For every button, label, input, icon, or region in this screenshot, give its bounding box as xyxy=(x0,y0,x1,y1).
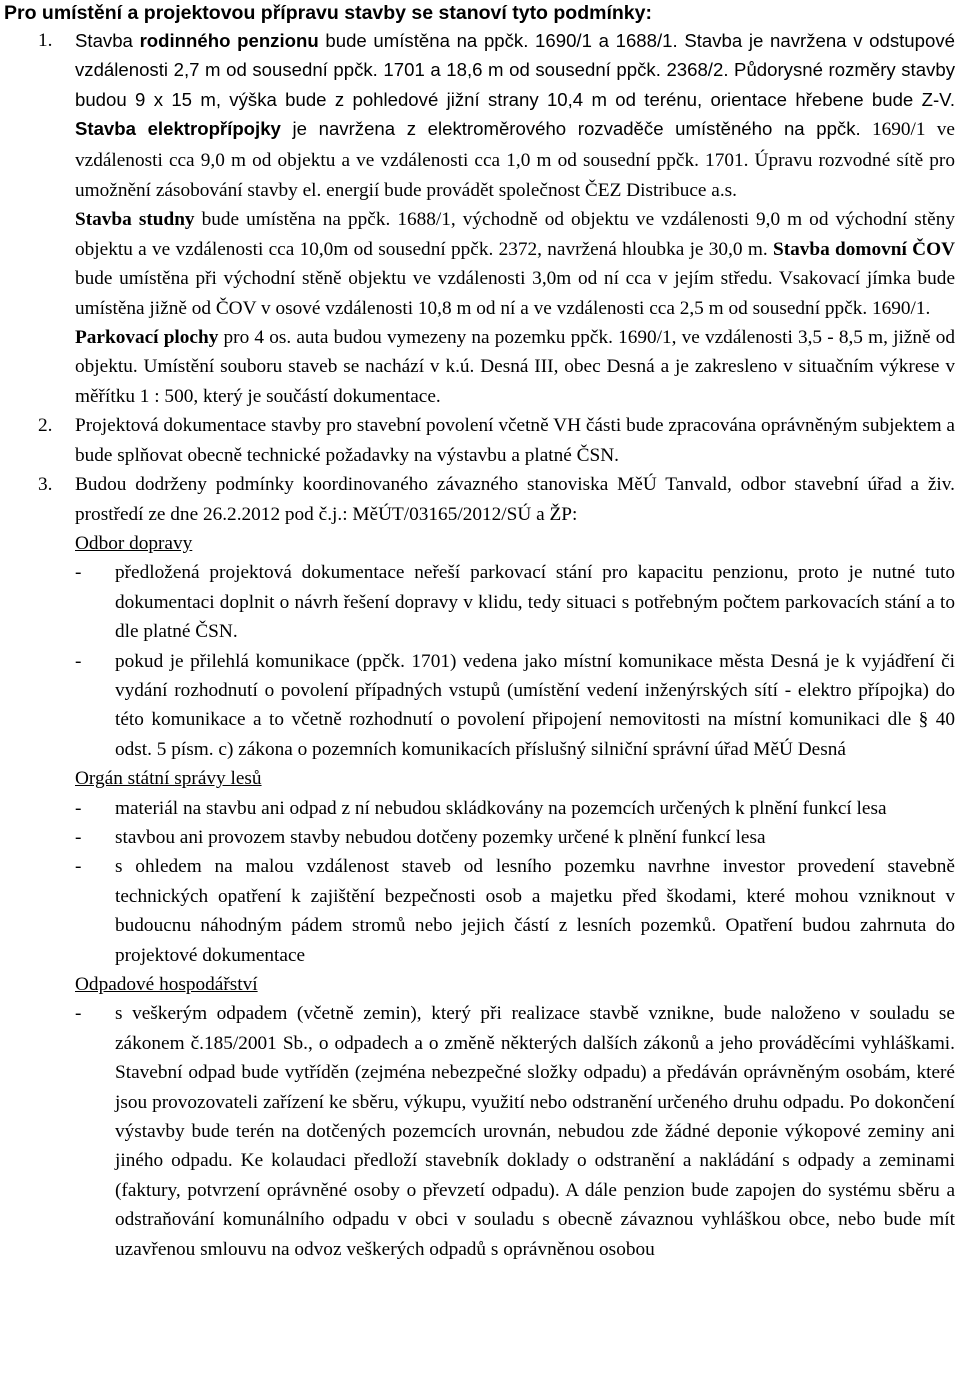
elektro-bold: Stavba elektropřípojky xyxy=(75,118,281,140)
item-number: 2. xyxy=(38,415,53,437)
section-title-doprava: Odbor dopravy xyxy=(75,532,193,554)
dash-marker: - xyxy=(75,797,82,819)
item-1-parking: Parkovací plochy pro 4 os. auta budou vymezeny na pozemku ppčk. 1690/1, ve vzdálenosti 3,5 - 8,5 m, jižně od objektu. Umístění souboru staveb se nachází v k.ú. Desná III, obec Desná a je zakresleno v situačním výkrese v měřítku 1 : 500, který je součástí dokumentace. xyxy=(75,327,956,407)
list-item: - stavbou ani provozem stavby nebudou dotčeny pozemky určené k plnění funkcí lesa xyxy=(4,823,955,852)
dash-marker: - xyxy=(75,1003,82,1025)
item-3-text: Budou dodrženy podmínky koordinovaného závazného stanoviska MěÚ Tanvald, odbor stavební úřad a živ. prostředí ze dne 26.2.2012 pod č.j.: MěÚT/03165/2012/SÚ a ŽP: xyxy=(75,474,955,525)
cov-bold: Stavba domovní ČOV xyxy=(772,238,955,260)
item-1-studna: Stavba studny bude umístěna na ppčk. 1688/1, východně od objektu ve vzdálenosti 9,0 m od východní stěny objektu a ve vzdálenosti cca 10,0m od sousední ppčk. 2372, navržená hloubka je 30,0 m. Stavba domovní ČOV bude umístěna při východní stěně objektu ve vzdálenosti 3,0m od ní cca v jejím středu. Vsakovací jímka bude umístěna jižně od ČOV v osové vzdálenosti 10,8 m od ní a ve vzdálenosti cca 2,5 m od sousední ppčk. 1690/1. xyxy=(75,209,955,319)
dash-marker: - xyxy=(75,650,82,672)
conditions-heading: Pro umístění a projektovou přípravu stavby se stanoví tyto podmínky: xyxy=(4,2,652,24)
item-2-text: Projektová dokumentace stavby pro stavební povolení včetně VH části bude zpracována oprávněným subjektem a bude splňovat obecně technické požadavky na výstavbu a platné ČSN. xyxy=(75,415,955,466)
parking-bold: Parkovací plochy xyxy=(75,327,219,349)
list-item: - s veškerým odpadem (včetně zemin), který při realizace stavbě vznikne, bude naloženo v souladu se zákonem č.185/2001 Sb., o odpadech a o změně některých dalších zákonů a jeho prováděcími vyhláškami. Stavební odpad bude vytříděn (zejména nebezpečné složky odpadu) a předáván oprávněným osobám, které jsou provozovateli zařízení ke sběru, výkupu, využití nebo odstranění určeného druhu odpadu. Po dokončení výstavby bude terén na dotčených pozemcích urovnán, nebudou zde žádné deponie výkopové zeminy ani jiného odpadu. Ke kolaudaci předloží stavebník doklady o odstranění a nakládání s odpady a zeminami (faktury, potvrzení oprávněné osoby o převzetí odpadu). A dále penzion bude zapojen do systému sběru a odstraňování komunálního odpadu v obci v souladu s obecně závaznou vyhláškou obce, nebo bude mít uzavřenou smlouvu na odvoz veškerých odpadů s oprávněnou osobou xyxy=(4,999,955,1264)
dash-marker: - xyxy=(75,562,82,584)
item-number: 3. xyxy=(38,474,53,496)
item-1-intro: Stavba rodinného penzionu bude umístěna na ppčk. 1690/1 a 1688/1. Stavba je navržena v odstupové vzdálenosti 2,7 m od sousední ppčk. 1701 a 18,6 m od sousední ppčk. 2368/2. Půdorysné rozměry stavby budou 9 x 15 m, výška bude z pohledové jižní strany 10,4 m od terénu, orientace hřebene bude Z-V. Stavba elektropřípojky je navržena z elektroměrového rozvaděče umístěného na ppčk. 1690/1 ve vzdálenosti cca 9,0 m od objektu a ve vzdálenosti cca 1,0 m od sousední ppčk. 1701. Úpravu rozvodné sítě pro umožnění zásobování stavby el. energií bude provádět společnost ČEZ Distribuce a.s. xyxy=(75,30,955,202)
condition-item-2 xyxy=(4,411,955,470)
condition-item-3 xyxy=(4,470,955,529)
dash-marker: - xyxy=(75,826,82,848)
list-item: - pokud je přilehlá komunikace (ppčk. 1701) vedena jako místní komunikace města Desná je k vyjádření či vydání rozhodnutí o povolení případných vstupů (umístění vedení inženýrských sítí - elektro přípojka) do této komunikace a to včetně rozhodnutí o povolení připojení nemovitosti na místní komunikaci dle § 40 odst. 5 písm. c) zákona o pozemních komunikacích příslušný silniční správní úřad MěÚ Desná xyxy=(4,647,955,765)
penzion-bold: rodinného penzionu xyxy=(139,30,319,51)
item-number: 1. xyxy=(38,30,53,51)
list-item: - s ohledem na malou vzdálenost staveb od lesního pozemku navrhne investor provedení stavebně technických opatření k zajištění bezpečnosti osob a majetku před škodami, které mohou vzniknout v budoucnu náhodným pádem stromů nebo jejich částí z lesních pozemků. Opatření budou zahrnuta do projektové dokumentace xyxy=(4,852,955,970)
list-item: - materiál na stavbu ani odpad z ní nebudou skládkovány na pozemcích určených k plnění funkcí lesa xyxy=(4,794,955,823)
dash-marker: - xyxy=(75,856,82,878)
section-title-odpady: Odpadové hospodářství xyxy=(75,974,258,995)
list-item: - předložená projektová dokumentace neřeší parkovací stání pro kapacitu penzionu, proto je nutné tuto dokumentaci doplnit o návrh řešení dopravy v klidu, tedy situaci s potřebným počtem parkovacích stání a to dle platné ČSN. xyxy=(4,558,955,646)
studna-bold: Stavba studny xyxy=(75,209,195,231)
condition-item-1 xyxy=(4,26,955,411)
section-title-lesy: Orgán státní správy lesů xyxy=(75,768,262,790)
